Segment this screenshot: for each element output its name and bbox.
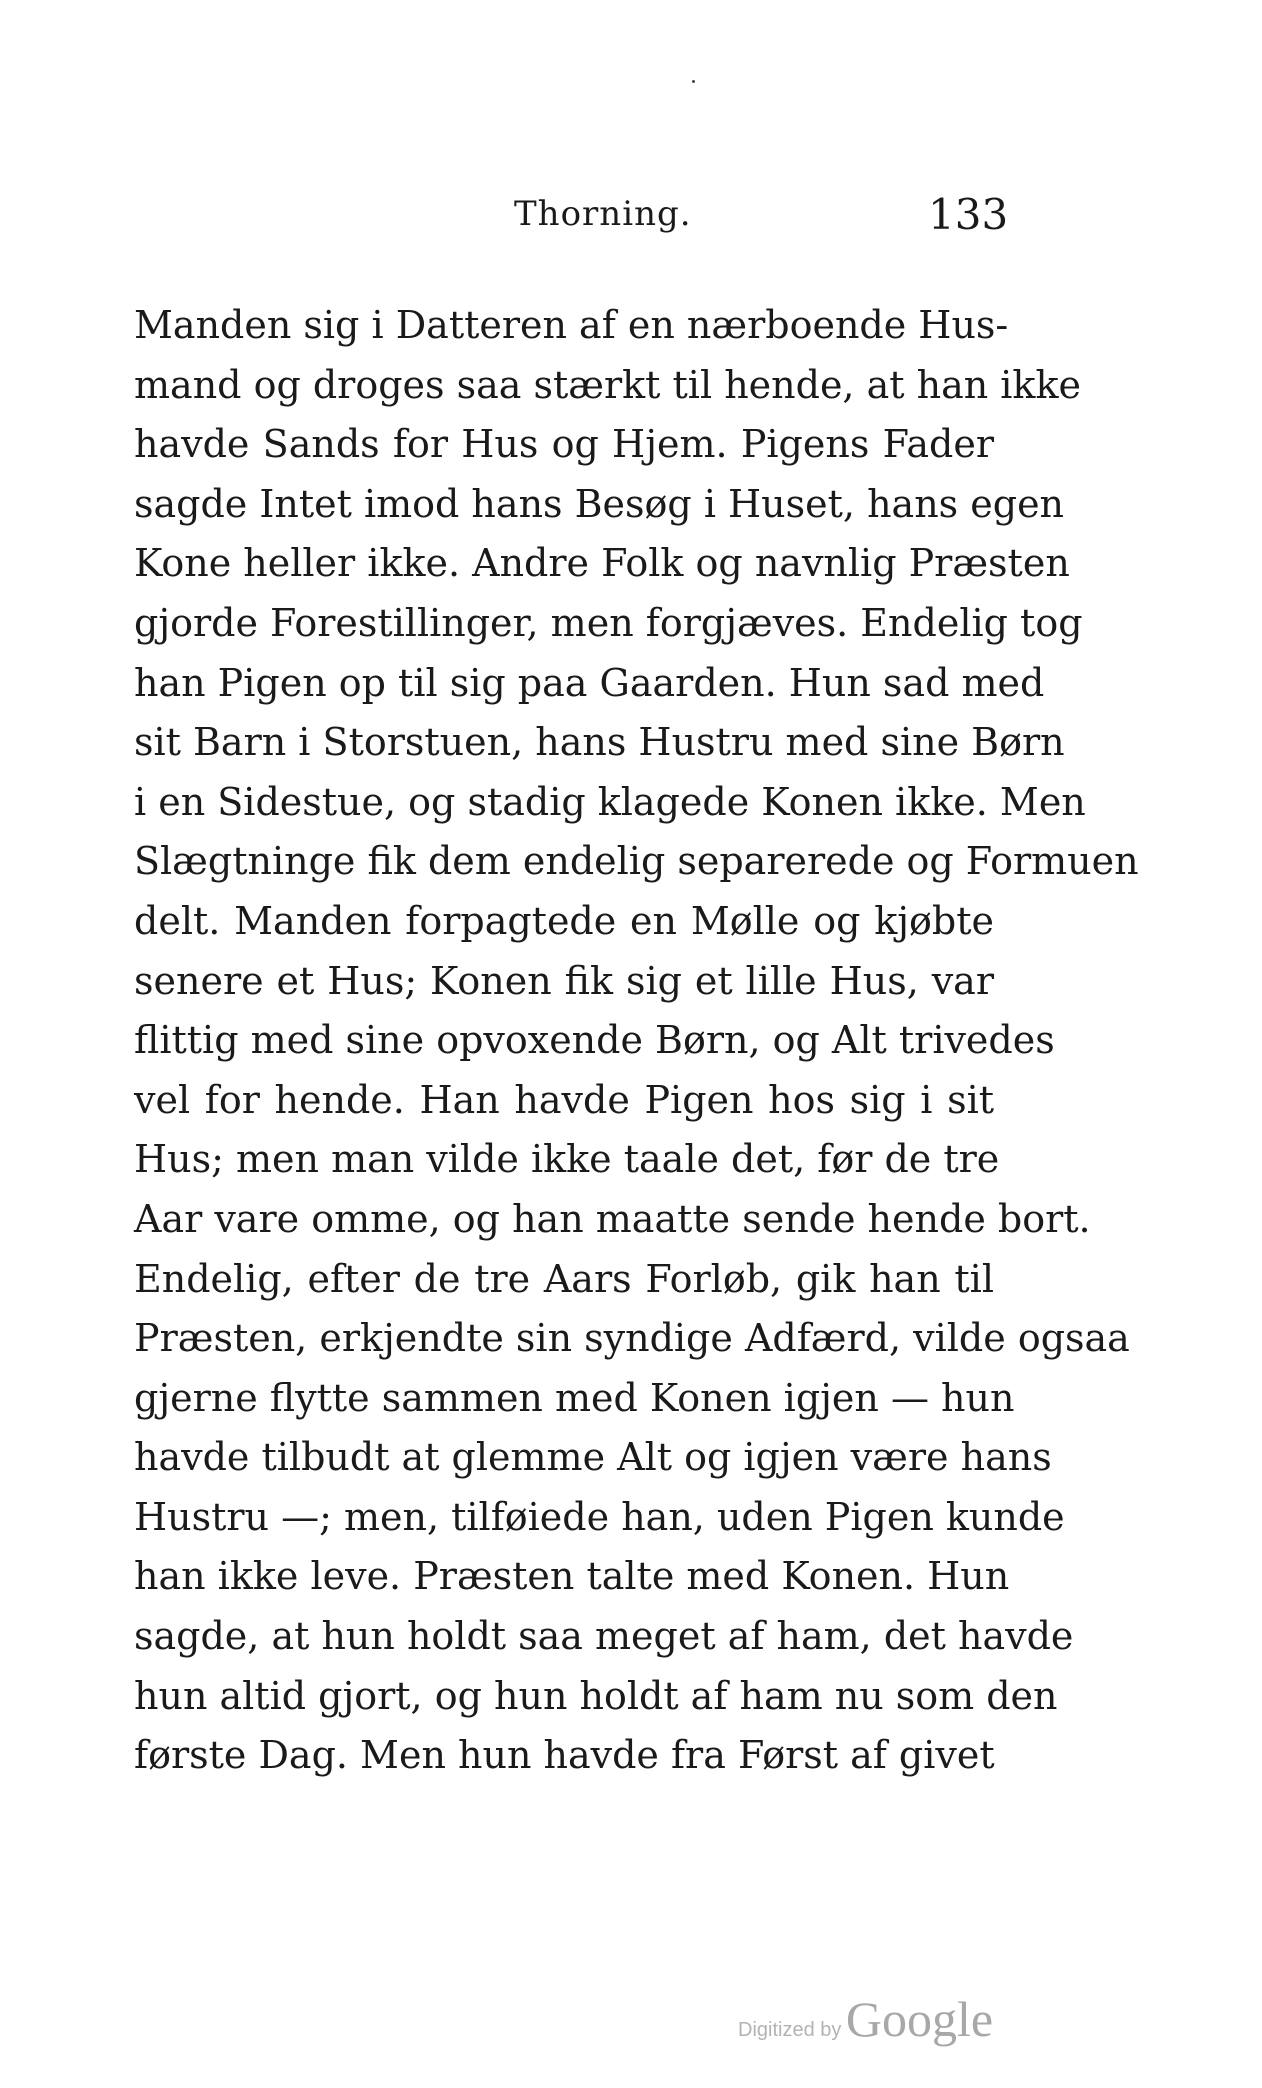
text-line: han Pigen op til sig paa Gaarden. Hun sad med	[134, 660, 1045, 705]
text-line: han ikke leve. Præsten talte med Konen. Hun	[134, 1554, 1010, 1599]
google-logo: Google	[845, 1991, 994, 2047]
text-line: mand og droges saa stærkt til hende, at han ikke	[134, 362, 1081, 407]
text-line: sagde, at hun holdt saa meget af ham, det havde	[134, 1614, 1074, 1659]
text-line: Aar vare omme, og han maatte sende hende bort.	[134, 1196, 1091, 1241]
text-line: havde tilbudt at glemme Alt og igjen være hans	[134, 1435, 1052, 1480]
text-line: Præsten, erkjendte sin syndige Adfærd, vilde ogsaa	[134, 1316, 1130, 1361]
text-line: senere et Hus; Konen fik sig et lille Hus, var	[134, 958, 994, 1003]
digitized-by-google-watermark	[738, 1990, 993, 2048]
text-line: hun altid gjort, og hun holdt af ham nu som den	[134, 1673, 1058, 1718]
body-text	[134, 296, 1139, 1786]
text-line: Hustru —; men, tilføiede han, uden Pigen kunde	[134, 1494, 1065, 1539]
ink-speck	[692, 80, 695, 83]
text-line: Hus; men man vilde ikke taale det, før de tre	[134, 1137, 1000, 1182]
text-line: gjorde Forestillinger, men forgjæves. Endelig tog	[134, 600, 1083, 645]
text-line: første Dag. Men hun havde fra Først af givet	[134, 1733, 995, 1778]
text-line: sagde Intet imod hans Besøg i Huset, hans egen	[134, 481, 1065, 526]
text-line: sit Barn i Storstuen, hans Hustru med sine Børn	[134, 720, 1065, 765]
text-line: havde Sands for Hus og Hjem. Pigens Fader	[134, 422, 994, 467]
text-line: Kone heller ikke. Andre Folk og navnlig Præsten	[134, 541, 1070, 586]
page-number: 133	[928, 190, 1009, 239]
text-line: Manden sig i Datteren af en nærboende Hus-	[134, 303, 1009, 347]
running-head: Thorning.	[514, 194, 692, 234]
text-line: Slægtninge fik dem endelig separerede og Formuen	[134, 839, 1139, 884]
text-line: delt. Manden forpagtede en Mølle og kjøbte	[134, 898, 994, 943]
text-line: vel for hende. Han havde Pigen hos sig i sit	[134, 1077, 994, 1122]
text-line: flittig med sine opvoxende Børn, og Alt trivedes	[134, 1018, 1055, 1063]
text-line: Endelig, efter de tre Aars Forløb, gik han til	[134, 1256, 994, 1301]
watermark-prefix: Digitized by	[738, 2019, 842, 2041]
text-line: i en Sidestue, og stadig klagede Konen ikke. Men	[134, 779, 1086, 824]
text-line: gjerne flytte sammen med Konen igjen — hun	[134, 1375, 1015, 1420]
